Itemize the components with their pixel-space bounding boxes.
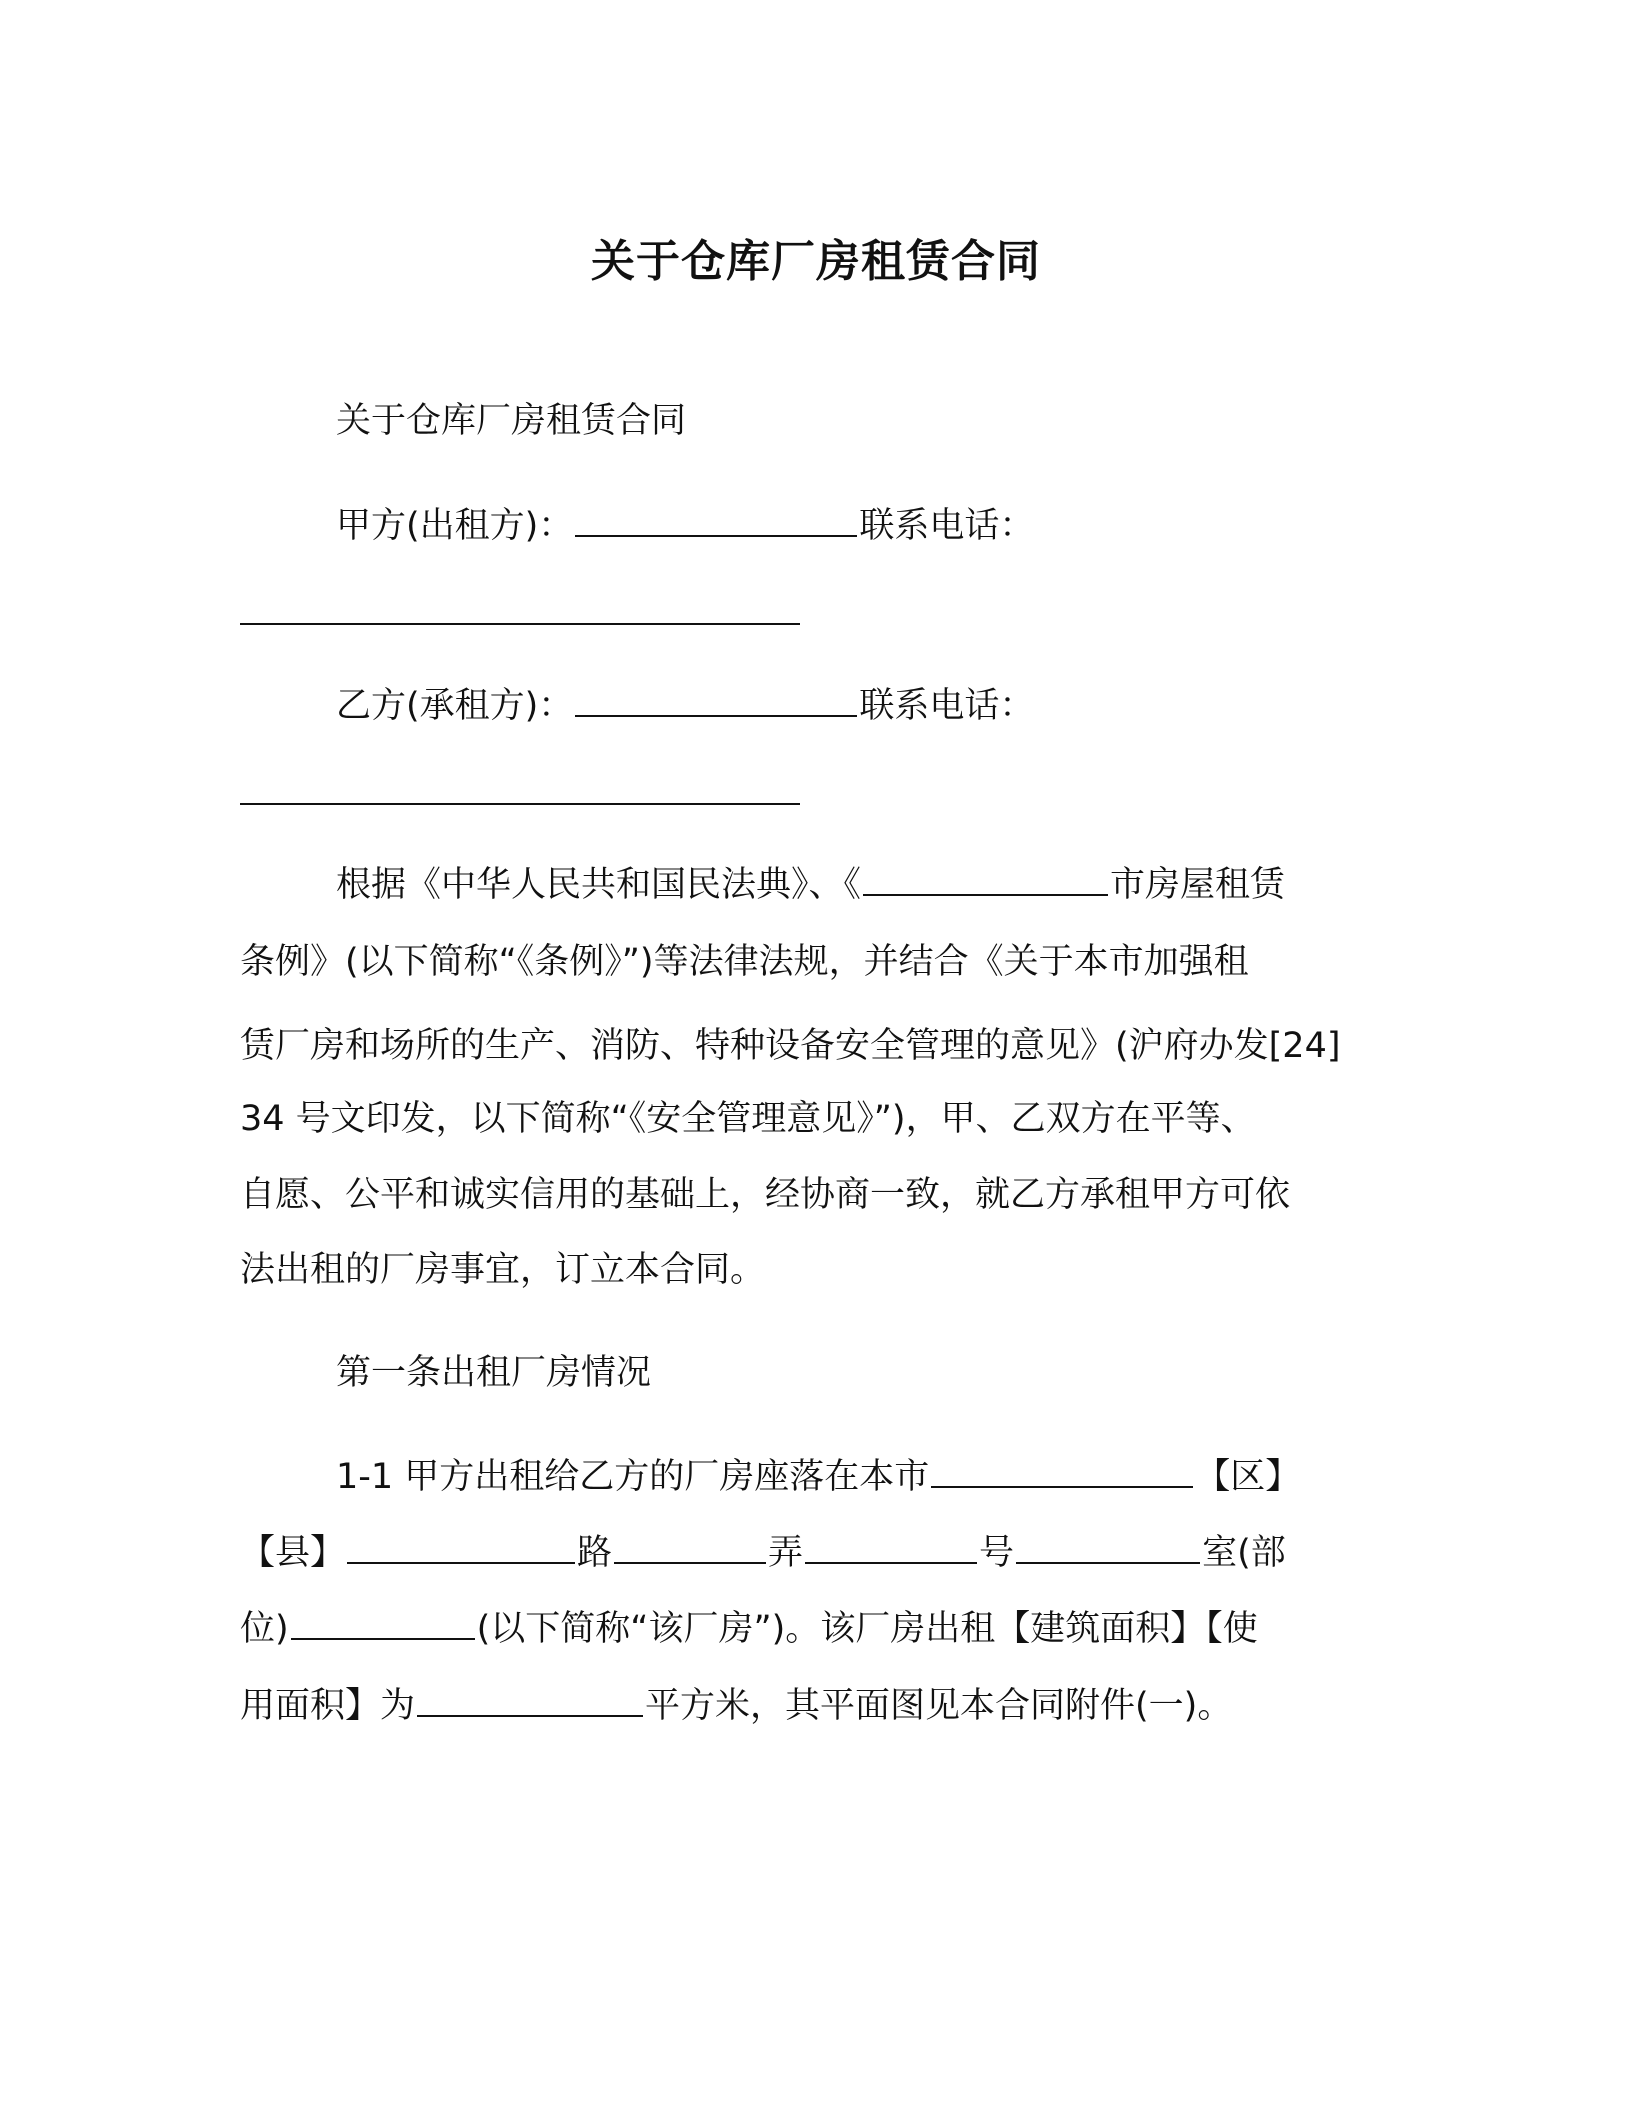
clause-text: 平方米，其平面图见本合同附件(一)。 [645,1686,1233,1726]
clause-1-1-line-4 [240,1685,1232,1727]
clause-1-1-line-2 [240,1532,1286,1574]
clause-1-1-line-3 [240,1608,1258,1650]
party-b-line [336,685,1034,727]
lane-blank[interactable] [805,1532,977,1564]
preamble-text: 根据《中华人民共和国民法典》、《 [336,865,862,905]
clause-text: 室(部 [1202,1533,1286,1573]
article-1-heading: 第一条出租厂房情况 [336,1353,652,1393]
clause-text: 位) [240,1609,289,1649]
city-name-blank[interactable] [863,864,1108,896]
preamble-line-1 [336,864,1285,906]
area-blank[interactable] [417,1685,643,1717]
preamble-line-5: 自愿、公平和诚实信用的基础上，经协商一致，就乙方承租甲方可依 [240,1175,1291,1215]
clause-text: 【县】 [240,1533,346,1573]
clause-text: 号 [979,1533,1015,1573]
clause-text: 弄 [768,1533,804,1573]
party-a-phone-blank[interactable] [240,623,800,625]
county-blank[interactable] [347,1532,575,1564]
clause-text: (以下简称“该厂房”)。该厂房出租【建筑面积】【使 [476,1609,1258,1649]
party-b-phone-blank[interactable] [240,803,800,805]
preamble-line-6: 法出租的厂房事宜，订立本合同。 [240,1250,766,1290]
clause-text: 路 [577,1533,613,1573]
document-title: 关于仓库厂房租赁合同 [591,236,1041,287]
subtitle: 关于仓库厂房租赁合同 [336,401,687,441]
party-a-line [336,505,1034,547]
party-b-phone-label: 联系电话： [859,686,1035,726]
district-blank[interactable] [931,1456,1193,1488]
clause-text: 【区】 [1195,1457,1301,1497]
preamble-line-4: 34 号文印发，以下简称“《安全管理意见》”)，甲、乙双方在平等、 [240,1099,1256,1139]
preamble-line-3: 赁厂房和场所的生产、消防、特种设备安全管理的意见》(沪府办发[24] [240,1026,1341,1066]
party-a-phone-label: 联系电话： [859,506,1035,546]
unit-blank[interactable] [291,1608,475,1640]
preamble-text: 市房屋租赁 [1110,865,1286,905]
number-blank[interactable] [1016,1532,1200,1564]
party-a-name-blank[interactable] [575,505,857,537]
road-blank[interactable] [614,1532,766,1564]
clause-text: 用面积】为 [240,1686,416,1726]
party-b-label: 乙方(承租方)： [336,686,574,726]
clause-1-1-line-1 [336,1456,1300,1498]
preamble-line-2: 条例》(以下简称“《条例》”)等法律法规，并结合《关于本市加强租 [240,942,1249,982]
party-a-label: 甲方(出租方)： [336,506,574,546]
party-b-name-blank[interactable] [575,685,857,717]
clause-text: 1-1 甲方出租给乙方的厂房座落在本市 [336,1457,930,1497]
